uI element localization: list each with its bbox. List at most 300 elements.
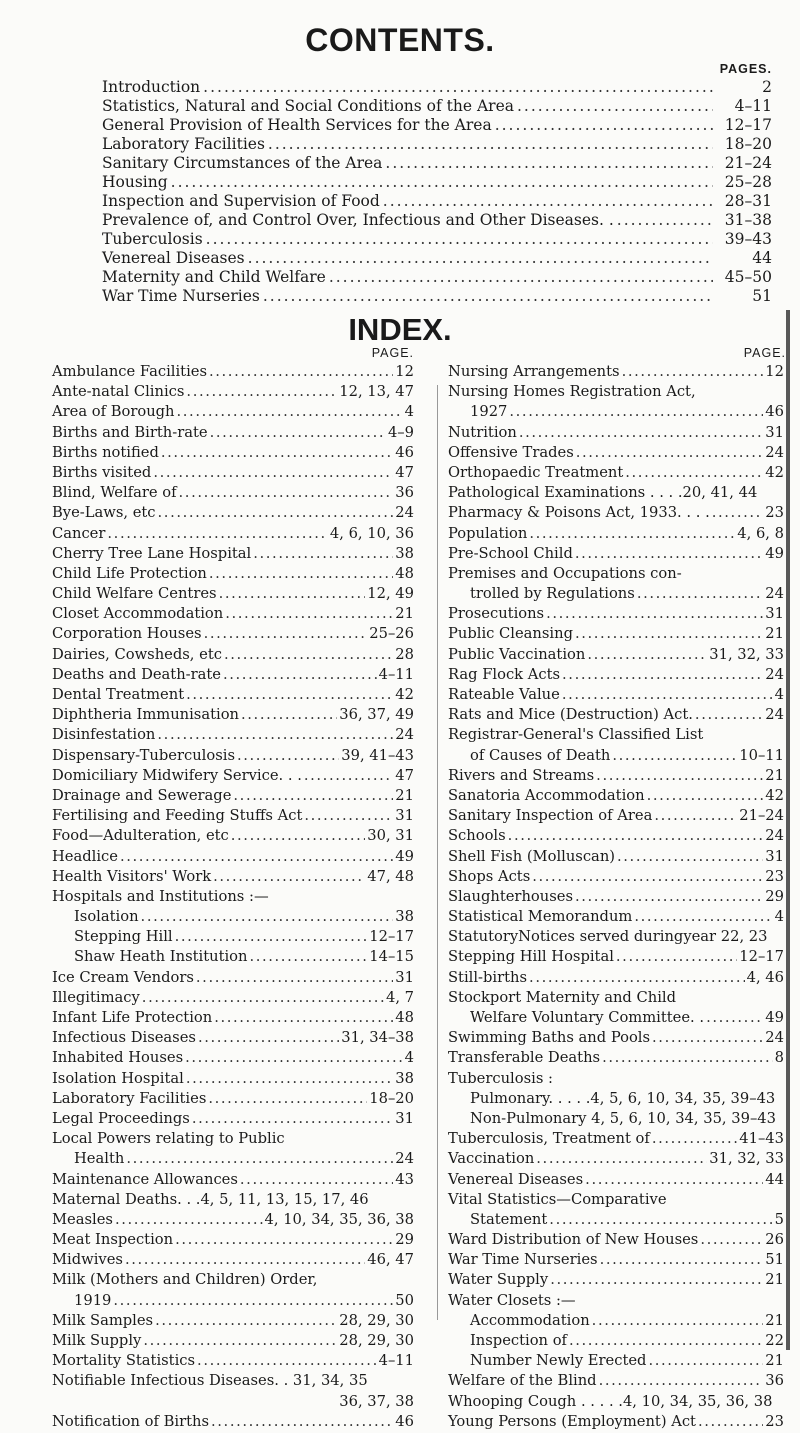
- index-entry: [448, 1009, 800, 1029]
- index-entry-label: Milk Supply: [52, 1332, 142, 1349]
- index-entry-label: Measles: [52, 1210, 113, 1228]
- dot-leader: [209, 565, 393, 582]
- contents-entry-label: Laboratory Facilities: [102, 135, 265, 153]
- dot-leader: [177, 403, 403, 420]
- index-entry-label: Deaths and Death-rate: [52, 665, 221, 683]
- index-entry-label: Water Closets :—: [448, 1291, 576, 1309]
- index-entry-label: Rivers and Streams: [448, 766, 595, 784]
- index-entry-pages: 14–15: [369, 948, 414, 966]
- index-entry: [448, 424, 800, 444]
- index-entry: [52, 1150, 416, 1170]
- index-entry-pages: 4: [404, 1049, 414, 1067]
- index-entry: [448, 484, 800, 504]
- index-entry: [448, 989, 800, 1009]
- index-entry-pages: 24: [765, 827, 784, 845]
- dot-leader: [223, 666, 377, 683]
- index-entry-pages: 4–9: [387, 423, 414, 441]
- index-entry: [52, 424, 416, 444]
- index-entry-pages: 38: [395, 544, 414, 562]
- dot-leader: [652, 1029, 763, 1046]
- index-entry-label: Whooping Cough . . . . .4, 10, 34, 35, 36, 38: [448, 1392, 773, 1410]
- dot-leader: [576, 444, 764, 461]
- index-entry: [52, 747, 416, 767]
- contents-entry-label: Venereal Diseases: [102, 249, 245, 267]
- dot-leader: [125, 1251, 365, 1268]
- index-entry: [448, 726, 800, 746]
- index-entry-label: Pharmacy & Poisons Act, 1933. . . .: [448, 504, 710, 522]
- dot-leader: [634, 908, 772, 925]
- dot-leader: [158, 504, 394, 521]
- dot-leader: [519, 424, 763, 441]
- contents-entry: [102, 78, 772, 97]
- index-entry-label: Ice Cream Vendors: [52, 968, 194, 986]
- index-entry-pages: 21: [765, 1271, 784, 1289]
- index-entry: [448, 545, 800, 565]
- index-entry-pages: 43: [395, 1170, 414, 1188]
- contents-entry-label: Sanitary Circumstances of the Area: [102, 154, 383, 172]
- index-entry-label: Mortality Statistics: [52, 1352, 196, 1370]
- index-entry: [52, 989, 416, 1009]
- index-entry-pages: 4: [404, 403, 414, 421]
- dot-leader: [612, 747, 737, 764]
- index-entry-label: Offensive Trades: [448, 443, 574, 461]
- index-entry: [52, 545, 416, 565]
- index-entry: [52, 1292, 416, 1312]
- index-entry-pages: 12: [395, 363, 414, 380]
- index-entry: [52, 908, 416, 928]
- index-entry-pages: 36, 37, 38: [339, 1392, 414, 1410]
- index-entry-label: Registrar-General's Classified List: [448, 726, 704, 744]
- index-entry-pages: 46, 47: [367, 1251, 414, 1269]
- index-entry-pages: 24: [395, 726, 414, 744]
- dot-leader: [698, 1413, 763, 1430]
- contents-entry-pages: 44: [752, 249, 772, 267]
- index-entry-label: Maternal Deaths. . .4, 5, 11, 13, 15, 17, 46: [52, 1190, 369, 1208]
- index-entry-label: Infectious Diseases: [52, 1029, 196, 1047]
- dot-leader: [192, 1110, 393, 1127]
- dot-leader: [599, 1372, 764, 1389]
- index-entry-label: Welfare of the Blind: [448, 1372, 597, 1390]
- index-entry: [448, 1049, 800, 1069]
- index-entry-label: Disinfestation: [52, 726, 156, 744]
- index-entry: [448, 1029, 800, 1049]
- index-entry-pages: 31: [395, 1109, 414, 1127]
- index-entry-label: Sanitary Inspection of Area: [448, 807, 653, 825]
- dot-leader: [304, 807, 393, 824]
- dot-leader: [120, 848, 393, 865]
- dot-leader: [225, 605, 393, 622]
- dot-leader: [329, 268, 713, 286]
- index-entry-label: Sanatoria Accommodation: [448, 786, 645, 804]
- index-entry-label: Domiciliary Midwifery Service. . .: [52, 766, 302, 784]
- contents-entry-pages: 2: [762, 78, 772, 96]
- index-entry: [448, 807, 800, 827]
- index-entry-pages: 31: [395, 807, 414, 825]
- contents-entry: [102, 192, 772, 211]
- index-entry: [52, 827, 416, 847]
- index-entry: [52, 464, 416, 484]
- pages-column-header: PAGES.: [719, 62, 772, 76]
- index-entry-label: Inhabited Houses: [52, 1049, 184, 1067]
- dot-leader: [575, 888, 763, 905]
- dot-leader: [569, 1332, 763, 1349]
- index-entry-pages: 28, 29, 30: [339, 1332, 414, 1349]
- contents-entry: [102, 97, 772, 116]
- index-entry: [52, 969, 416, 989]
- index-entry-label: Milk Samples: [52, 1311, 154, 1329]
- index-entry: [52, 1090, 416, 1110]
- index-entry: [52, 1332, 416, 1352]
- index-entry-label: Stepping Hill Hospital: [448, 948, 614, 966]
- index-entry-pages: 24: [765, 665, 784, 683]
- contents-entry-pages: 21–24: [724, 154, 772, 172]
- index-entry-label: trolled by Regulations: [470, 585, 635, 603]
- index-entry-pages: 47, 48: [367, 867, 414, 885]
- dot-leader: [529, 525, 735, 542]
- index-entry: [448, 686, 800, 706]
- index-entry: [448, 706, 800, 726]
- index-entry-pages: 36: [395, 484, 414, 502]
- dot-leader: [508, 827, 764, 844]
- index-entry-pages: 29: [395, 1231, 414, 1249]
- index-entry-label: Closet Accommodation: [52, 605, 224, 623]
- index-entry-label: Prosecutions: [448, 605, 545, 623]
- index-entry: [52, 1251, 416, 1271]
- index-entry-label: Inspection of: [470, 1332, 567, 1349]
- index-entry: [448, 827, 800, 847]
- index-entry-label: Laboratory Facilities: [52, 1089, 207, 1107]
- index-entry-label: Blind, Welfare of: [52, 484, 177, 502]
- index-entry-label: Ward Distribution of New Houses: [448, 1231, 699, 1249]
- index-entry: [448, 1211, 800, 1231]
- index-entry-pages: 10–11: [739, 746, 784, 764]
- index-entry-label: Schools: [448, 827, 506, 845]
- dot-leader: [113, 1292, 393, 1309]
- dot-leader: [141, 908, 394, 925]
- index-entry: [448, 666, 800, 686]
- dot-leader: [706, 1009, 763, 1026]
- dot-leader: [249, 948, 367, 965]
- dot-leader: [211, 1413, 393, 1430]
- index-entry-label: Stockport Maternity and Child: [448, 988, 676, 1006]
- index-entry-label: Young Persons (Employment) Act: [448, 1412, 696, 1430]
- index-entry: [52, 1049, 416, 1069]
- index-entry: [52, 625, 416, 645]
- index-entry-pages: 21: [395, 605, 414, 623]
- index-entry: [448, 1070, 800, 1090]
- index-entry: [52, 1070, 416, 1090]
- index-entry-pages: 46: [395, 1412, 414, 1430]
- index-entry-pages: 4: [774, 686, 784, 703]
- index-entry-pages: 4, 7: [385, 988, 414, 1006]
- index-entry: [448, 1251, 800, 1271]
- dot-leader: [208, 1090, 367, 1107]
- contents-entry-label: Prevalence of, and Control Over, Infectious and Other Diseases. .: [102, 211, 614, 229]
- index-entry-label: Pre-School Child: [448, 544, 573, 562]
- index-entry-pages: 12, 49: [367, 585, 414, 603]
- index-entry-label: Venereal Diseases: [448, 1170, 584, 1188]
- index-entry: [52, 706, 416, 726]
- index-entry-pages: 23: [765, 1412, 784, 1430]
- index-entry: [448, 1171, 800, 1191]
- index-entry-label: Diphtheria Immunisation: [52, 706, 240, 724]
- index-entry: [52, 868, 416, 888]
- index-entry-label: Slaughterhouses: [448, 887, 573, 905]
- index-entry-pages: 21: [765, 625, 784, 643]
- contents-entry-pages: 31–38: [724, 211, 772, 229]
- index-entry: [448, 1332, 800, 1352]
- dot-leader: [575, 545, 763, 562]
- dot-leader: [175, 1231, 393, 1248]
- index-entry: [448, 787, 800, 807]
- dot-leader: [517, 97, 713, 115]
- index-entry-pages: 51: [765, 1251, 784, 1269]
- contents-entry-label: Statistics, Natural and Social Conditions of the Area: [102, 97, 514, 115]
- index-entry-pages: 24: [765, 443, 784, 461]
- index-entry-label: Milk (Mothers and Children) Order,: [52, 1271, 318, 1289]
- index-entry: [448, 565, 800, 585]
- index-entry-pages: 23: [765, 867, 784, 885]
- index-entry: [448, 1271, 800, 1291]
- index-entry: [52, 948, 416, 968]
- index-entry: [52, 726, 416, 746]
- dot-leader: [231, 827, 366, 844]
- page-column-header-right: PAGE.: [743, 346, 786, 360]
- index-entry-label: Vital Statistics—Comparative: [448, 1190, 667, 1208]
- index-entry: [448, 605, 800, 625]
- dot-leader: [185, 1049, 403, 1066]
- contents-entry-pages: 39–43: [724, 230, 772, 248]
- dot-leader: [617, 848, 763, 865]
- dot-leader: [241, 706, 337, 723]
- index-entry-pages: 41–43: [739, 1130, 784, 1148]
- contents-entry-pages: 51: [752, 287, 772, 305]
- dot-leader: [213, 868, 365, 885]
- index-entry-pages: 46: [765, 403, 784, 421]
- index-entry: [448, 848, 800, 868]
- dot-leader: [210, 424, 386, 441]
- dot-leader: [546, 605, 763, 622]
- index-entry-label: Nursing Arrangements: [448, 363, 620, 380]
- dot-leader: [585, 1171, 763, 1188]
- index-entry: [52, 1029, 416, 1049]
- index-entry-label: Notification of Births: [52, 1412, 210, 1430]
- index-entry-label: Premises and Occupations con-: [448, 564, 682, 582]
- index-entry-pages: 49: [395, 847, 414, 865]
- index-entry: [52, 1271, 416, 1291]
- index-entry-label: Transferable Deaths: [448, 1049, 601, 1067]
- index-entry: [52, 1372, 416, 1392]
- dot-leader: [237, 747, 339, 764]
- dot-leader: [197, 1352, 377, 1369]
- dot-leader: [219, 585, 366, 602]
- index-entry-pages: 30, 31: [367, 827, 414, 845]
- index-entry-pages: 50: [395, 1291, 414, 1309]
- index-entry: [448, 444, 800, 464]
- index-entry-pages: 4–11: [378, 665, 414, 683]
- index-entry-label: Welfare Voluntary Committee. .: [470, 1009, 705, 1026]
- index-entry-label: Orthopaedic Treatment: [448, 463, 624, 481]
- contents-entry-pages: 18–20: [724, 135, 772, 153]
- dot-leader: [654, 807, 737, 824]
- index-entry: [52, 1393, 416, 1413]
- index-entry-pages: 31: [765, 605, 784, 623]
- index-entry-pages: 42: [765, 786, 784, 804]
- index-entry-pages: 4–11: [378, 1352, 414, 1370]
- index-entry: [448, 948, 800, 968]
- index-entry-pages: 21: [395, 786, 414, 804]
- index-entry-label: Drainage and Sewerage: [52, 786, 232, 804]
- index-entry-label: Fertilising and Feeding Stuffs Act: [52, 807, 303, 825]
- index-entry-label: Nutrition: [448, 423, 517, 441]
- contents-entry-label: War Time Nurseries: [102, 287, 260, 305]
- contents-entry-label: General Provision of Health Services for the Area: [102, 116, 492, 134]
- index-entry-label: Tuberculosis, Treatment of: [448, 1130, 650, 1148]
- index-entry: [448, 747, 800, 767]
- index-entry: [52, 383, 416, 403]
- index-entry: [448, 1372, 800, 1392]
- index-entry: [448, 908, 800, 928]
- index-entry-label: Midwives: [52, 1251, 123, 1269]
- index-entry: [448, 1130, 800, 1150]
- index-entry: [52, 363, 416, 383]
- column-divider: [437, 385, 438, 1320]
- index-entry-pages: 31: [765, 423, 784, 441]
- index-entry-pages: 28, 29, 30: [339, 1311, 414, 1329]
- dot-leader: [616, 948, 737, 965]
- index-entry: [52, 565, 416, 585]
- dot-leader: [161, 444, 393, 461]
- index-entry-pages: 31, 34–38: [341, 1029, 414, 1047]
- index-entry-pages: 42: [765, 463, 784, 481]
- index-entry: [52, 787, 416, 807]
- index-entry: [52, 1211, 416, 1231]
- index-entry-label: Water Supply: [448, 1271, 549, 1289]
- index-entry: [52, 1009, 416, 1029]
- index-entry-pages: 26: [765, 1231, 784, 1249]
- dot-leader: [550, 1271, 763, 1288]
- index-entry: [52, 888, 416, 908]
- index-entry-pages: 21–24: [739, 807, 784, 825]
- contents-entry: [102, 116, 772, 135]
- index-entry-label: Rateable Value: [448, 686, 560, 703]
- index-entry-label: Food—Adulteration, etc: [52, 827, 229, 845]
- index-entry-label: Births visited: [52, 463, 152, 481]
- index-entry: [52, 504, 416, 524]
- index-entry-label: Infant Life Protection: [52, 1009, 213, 1026]
- dot-leader: [126, 1150, 393, 1167]
- index-entry-pages: 36: [765, 1372, 784, 1390]
- index-entry-pages: 31: [395, 968, 414, 986]
- dot-leader: [617, 211, 713, 229]
- index-left-column: [52, 346, 416, 1433]
- index-entry-pages: 4: [774, 908, 784, 926]
- dot-leader: [575, 625, 763, 642]
- index-entry-label: Child Welfare Centres: [52, 585, 217, 603]
- index-entry-label: Births and Birth-rate: [52, 423, 208, 441]
- contents-entry-pages: 25–28: [724, 173, 772, 191]
- dot-leader: [186, 686, 393, 703]
- index-entry-pages: 24: [765, 706, 784, 724]
- index-entry-label: of Causes of Death: [470, 746, 611, 764]
- index-entry: [52, 666, 416, 686]
- index-entry-label: Nursing Homes Registration Act,: [448, 383, 696, 401]
- index-entry-label: Shops Acts: [448, 867, 531, 885]
- index-entry-pages: 24: [765, 1029, 784, 1047]
- index-entry: [52, 444, 416, 464]
- contents-entry: [102, 173, 772, 192]
- index-entry: [448, 1413, 800, 1433]
- dot-leader: [204, 625, 368, 642]
- index-entry-label: Cancer: [52, 524, 106, 542]
- index-entry-label: Public Cleansing: [448, 625, 573, 643]
- index-entry-label: Public Vaccination: [448, 645, 586, 663]
- index-entry: [52, 1110, 416, 1130]
- dot-leader: [186, 383, 337, 400]
- dot-leader: [587, 646, 707, 663]
- dot-leader: [647, 787, 764, 804]
- index-entry-label: Health Visitors' Work: [52, 867, 212, 885]
- index-entry-pages: 46: [395, 443, 414, 461]
- page-edge-shadow: [786, 310, 790, 1350]
- contents-entry: [102, 135, 772, 154]
- contents-entry: [102, 268, 772, 287]
- index-entry: [448, 928, 800, 948]
- index-entry-label: Ambulance Facilities: [52, 363, 207, 380]
- dot-leader: [509, 403, 763, 420]
- index-entry-label: Headlice: [52, 847, 118, 865]
- dot-leader: [196, 969, 393, 986]
- dot-leader: [179, 484, 394, 501]
- index-entry-label: Swimming Baths and Pools: [448, 1029, 651, 1047]
- index-entry-pages: 48: [395, 564, 414, 582]
- dot-leader: [240, 1171, 393, 1188]
- dot-leader: [385, 154, 713, 172]
- index-title: INDEX.: [348, 312, 452, 347]
- index-entry: [448, 403, 800, 423]
- index-entry-label: Rag Flock Acts: [448, 665, 561, 683]
- index-entry-pages: 24: [395, 504, 414, 522]
- contents-entry-pages: 45–50: [724, 268, 772, 286]
- index-entry-pages: 47: [395, 463, 414, 481]
- index-entry: [52, 605, 416, 625]
- dot-leader: [652, 1130, 737, 1147]
- dot-leader: [602, 1049, 773, 1066]
- index-entry-label: Health: [74, 1150, 125, 1168]
- dot-leader: [115, 1211, 263, 1228]
- index-entry: [52, 1352, 416, 1372]
- dot-leader: [562, 686, 773, 703]
- page-column-header-left: PAGE.: [371, 346, 414, 360]
- index-entry-pages: 4, 10, 34, 35, 36, 38: [264, 1210, 414, 1228]
- index-entry-label: Tuberculosis :: [448, 1069, 553, 1087]
- index-entry-pages: 38: [395, 1069, 414, 1087]
- index-entry: [52, 928, 416, 948]
- dot-leader: [536, 1150, 707, 1167]
- dot-leader: [175, 928, 368, 945]
- index-entry-label: Vaccination: [448, 1150, 535, 1168]
- dot-leader: [203, 78, 713, 96]
- dot-leader: [648, 1352, 763, 1369]
- index-entry-pages: 28: [395, 645, 414, 663]
- index-entry: [52, 403, 416, 423]
- dot-leader: [529, 969, 745, 986]
- index-entry: [52, 646, 416, 666]
- index-entry: [448, 767, 800, 787]
- index-entry-label: Illegitimacy: [52, 988, 140, 1006]
- contents-entry-pages: 12–17: [724, 116, 772, 134]
- index-entry-pages: 38: [395, 908, 414, 926]
